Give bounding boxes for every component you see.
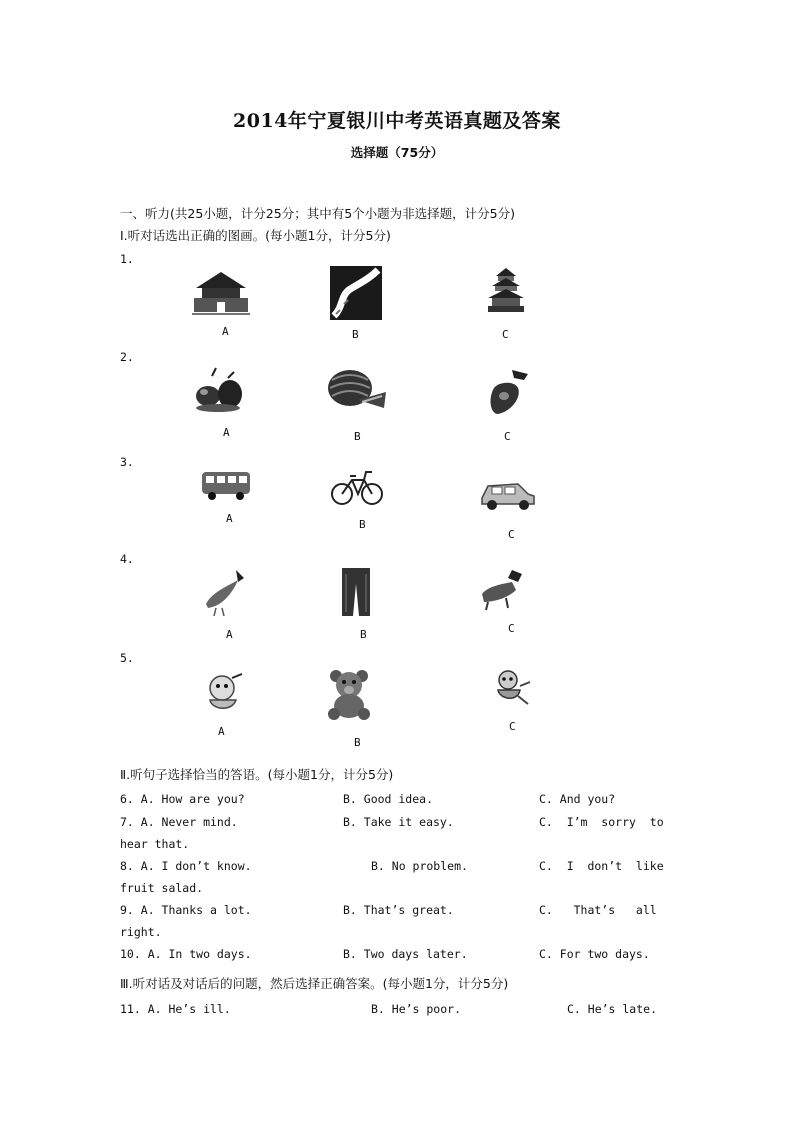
section-heading-listening: 一、听力(共25小题，计分25分；其中有5个小题为非选择题，计分5分) bbox=[120, 206, 515, 221]
q9-option-b: B. That’s great. bbox=[343, 903, 454, 917]
question-number: 5. bbox=[120, 651, 134, 665]
q8-option-a: 8. A. I don’t know. bbox=[120, 859, 252, 873]
q11-option-c: C. He’s late. bbox=[567, 1002, 658, 1016]
q11-option-a: 11. A. He’s ill. bbox=[120, 1002, 231, 1016]
teddy-bear-icon[interactable] bbox=[324, 668, 374, 720]
part1-heading: Ⅰ.听对话选出正确的图画。(每小题1分，计分5分) bbox=[120, 228, 391, 243]
q11-option-b: B. He’s poor. bbox=[371, 1002, 462, 1016]
option-label: B bbox=[359, 518, 366, 531]
car-icon[interactable] bbox=[478, 474, 536, 514]
fruit-icon[interactable] bbox=[190, 366, 248, 414]
great-wall-icon[interactable] bbox=[330, 266, 382, 320]
q9-option-c: C. That’s all bbox=[539, 903, 657, 917]
bird-icon[interactable] bbox=[198, 568, 250, 618]
cartoon-animal-icon[interactable] bbox=[202, 670, 246, 718]
option-label: A bbox=[222, 325, 229, 338]
q10-option-b: B. Two days later. bbox=[343, 947, 468, 961]
q7-option-c: C. I’m sorry to bbox=[539, 815, 664, 829]
option-label: B bbox=[360, 628, 367, 641]
question-number: 4. bbox=[120, 552, 134, 566]
q7-option-c-cont: hear that. bbox=[120, 837, 190, 851]
q6-option-a: 6. A. How are you? bbox=[120, 792, 245, 806]
part3-heading: Ⅲ.听对话及对话后的问题，然后选择正确答案。(每小题1分，计分5分) bbox=[120, 976, 509, 991]
temple-of-heaven-icon[interactable] bbox=[486, 266, 526, 314]
tiananmen-gate-icon[interactable] bbox=[190, 268, 252, 316]
bus-icon[interactable] bbox=[200, 468, 252, 502]
option-label: C bbox=[504, 430, 511, 443]
q7-option-b: B. Take it easy. bbox=[343, 815, 454, 829]
trousers-icon[interactable] bbox=[340, 566, 372, 618]
option-label: C bbox=[502, 328, 509, 341]
q6-option-b: B. Good idea. bbox=[343, 792, 434, 806]
part2-heading: Ⅱ.听句子选择恰当的答语。(每小题1分，计分5分) bbox=[120, 767, 394, 782]
q6-option-c: C. And you? bbox=[539, 792, 616, 806]
q9-option-c-cont: right. bbox=[120, 925, 162, 939]
question-number: 3. bbox=[120, 455, 134, 469]
question-number: 1. bbox=[120, 252, 134, 266]
toy-icon[interactable] bbox=[490, 666, 534, 710]
option-label: A bbox=[226, 628, 233, 641]
animal-icon[interactable] bbox=[478, 568, 528, 612]
q7-option-a: 7. A. Never mind. bbox=[120, 815, 238, 829]
q9-option-a: 9. A. Thanks a lot. bbox=[120, 903, 252, 917]
option-label: C bbox=[508, 528, 515, 541]
q8-option-c-cont: fruit salad. bbox=[120, 881, 204, 895]
q8-option-b: B. No problem. bbox=[371, 859, 468, 873]
q10-option-c: C. For two days. bbox=[539, 947, 650, 961]
bicycle-icon[interactable] bbox=[330, 464, 384, 508]
option-label: B bbox=[354, 430, 361, 443]
question-number: 2. bbox=[120, 350, 134, 364]
page-title: 2014年宁夏银川中考英语真题及答案 bbox=[233, 110, 561, 132]
option-label: A bbox=[223, 426, 230, 439]
food-icon[interactable] bbox=[484, 368, 530, 416]
watermelon-icon[interactable] bbox=[324, 366, 390, 418]
option-label: B bbox=[354, 736, 361, 749]
option-label: A bbox=[226, 512, 233, 525]
option-label: C bbox=[508, 622, 515, 635]
option-label: A bbox=[218, 725, 225, 738]
q8-option-c: C. I don’t like bbox=[539, 859, 664, 873]
q10-option-a: 10. A. In two days. bbox=[120, 947, 252, 961]
page-subtitle: 选择题（75分） bbox=[350, 145, 444, 160]
option-label: B bbox=[352, 328, 359, 341]
option-label: C bbox=[509, 720, 516, 733]
